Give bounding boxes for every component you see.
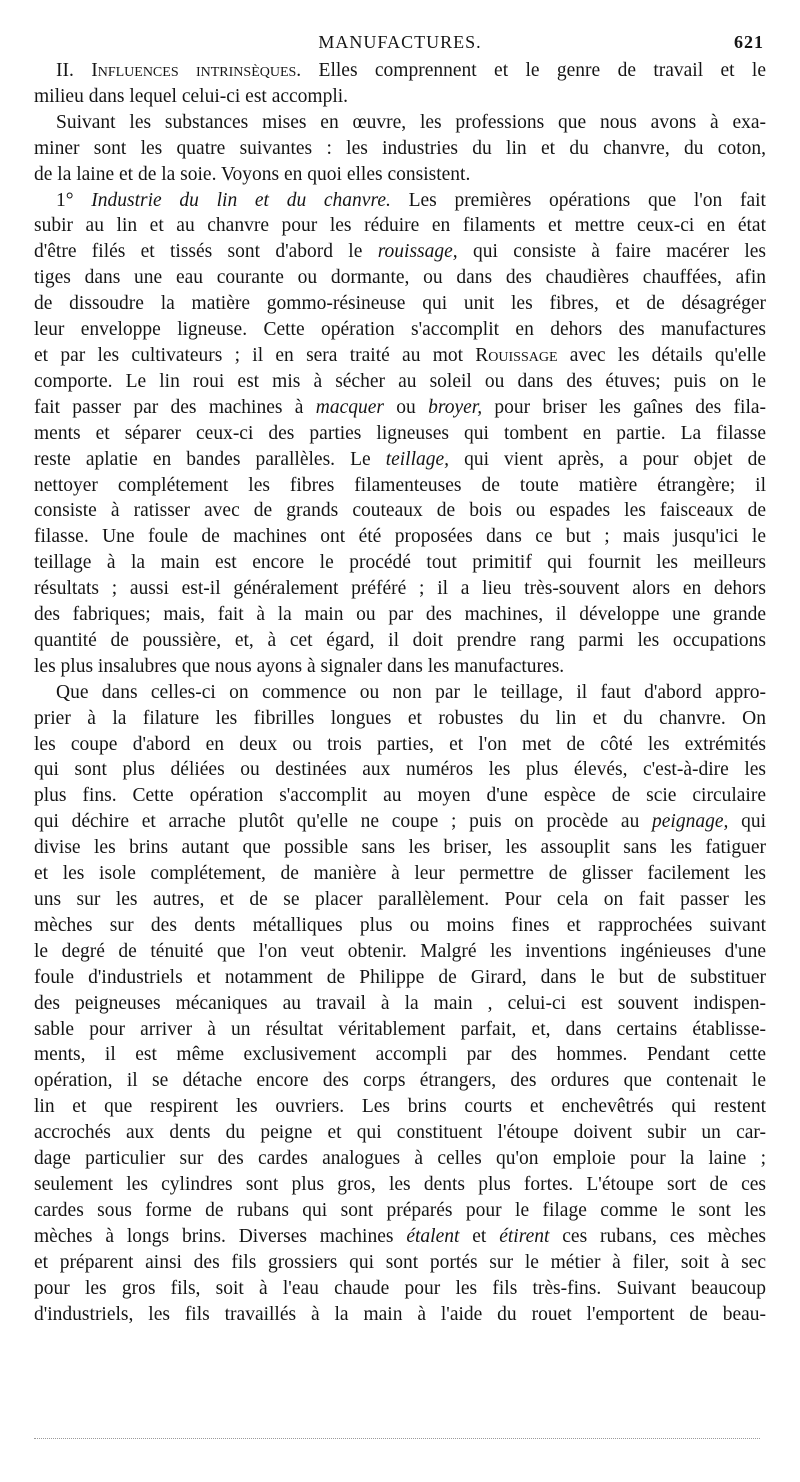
text-line: miner sont les quatre suivantes : les industries du lin et du chanvre, du coton, (34, 137, 766, 159)
text-line (34, 809, 766, 835)
text-line: mèches sur des dents métalliques plus ou moins fines et rapprochées suivant (34, 914, 766, 936)
italic-term: teillage, (385, 448, 450, 470)
text-line: pour les gros fils, soit à l'eau chaude pour les fils très-fins. Suivant beaucoup (34, 1277, 766, 1299)
text-line: de la laine et de la soie. Voyons en quoi elles consistent. (34, 163, 471, 185)
text-line: ments et séparer ceux-ci des parties ligneuses qui tombent en partie. La filasse (34, 422, 766, 444)
text-line (34, 58, 766, 84)
text-line: dage particulier sur des cardes analogues à celles qu'on emploie pour la laine ; (34, 1148, 766, 1170)
text-run: pour briser les gaînes des fila- (482, 396, 767, 418)
text-line: qui sont plus déliées ou destinées aux numéros les plus élevés, c'est-à-dire les (34, 759, 766, 781)
text-line: seulement les cylindres sont plus gros, les dents plus fortes. L'étoupe sort de ces (34, 1173, 766, 1195)
text-line: des fabriques; mais, fait à la main ou par des machines, il développe une grande (34, 604, 766, 626)
italic-term: étirent (499, 1225, 550, 1247)
running-title: MANUFACTURES. (318, 32, 482, 52)
text-line: le degré de ténuité que l'on veut obtenir. Malgré les inventions ingénieuses d'une (34, 940, 766, 962)
text-line: d'industriels, les fils travaillés à la main à l'aide du rouet l'emportent de beau- (34, 1303, 766, 1325)
text-line: plus fins. Cette opération s'accomplit au moyen d'une espèce de scie circulaire (34, 785, 766, 807)
text-run: ou (383, 396, 429, 418)
italic-term: peignage, (652, 811, 729, 833)
italic-term: macquer (315, 396, 384, 418)
italic-term: étalent (406, 1225, 460, 1247)
text-run: 1° (56, 189, 92, 211)
italic-term: rouissage, (377, 241, 458, 263)
text-line: uns sur les autres, et de se placer parallèlement. Pour cela on fait passer les (34, 889, 766, 910)
text-line: leur enveloppe ligneuse. Cette opération s'accomplit en dehors des manufactures (34, 319, 766, 341)
text-line: opération, il se détache encore des corps étrangers, des ordures que contenait le (34, 1070, 766, 1092)
text-line (34, 1224, 766, 1250)
text-run: avec les détails qu'elle (557, 344, 767, 366)
text-run: qui (728, 811, 766, 833)
running-head (34, 30, 766, 52)
text-line: de dissoudre la matière gommo-résineuse qui unit les fibres, et de désagréger (34, 293, 766, 315)
footer-dotted-rule (34, 1438, 760, 1439)
text-line: cardes sous forme de rubans qui sont préparés pour le filage comme le sont les (34, 1199, 766, 1221)
text-run: Les premières opérations que l'on fait (390, 189, 766, 211)
small-caps-term: II. Influences intrinsèques. (56, 60, 302, 81)
text-line: les plus insalubres que nous ayons à signaler dans les manufactures. (34, 655, 565, 677)
text-run: et (459, 1225, 500, 1247)
text-line: consiste à ratisser avec de grands couteaux de bois ou espades les faisceaux de (34, 500, 766, 522)
text-line: filasse. Une foule de machines ont été proposées dans ce but ; mais jusqu'ici le (34, 526, 766, 548)
text-line: tiges dans une eau courante ou dormante, ou dans des chaudières chauffées, afin (34, 267, 766, 289)
text-line: comporte. Le lin roui est mis à sécher au soleil ou dans des étuves; puis on le (34, 370, 766, 392)
text-run: qui déchire et arrache plutôt qu'elle ne coupe ; puis on procède au (34, 811, 653, 833)
text-line: Que dans celles-ci on commence ou non par le teillage, il faut d'abord appro- (56, 681, 766, 703)
text-run: reste aplatie en bandes parallèles. Le (34, 448, 386, 470)
text-line: lin et que respirent les ouvriers. Les brins courts et enchevêtrés qui restent (34, 1096, 766, 1118)
text-run: fait passer par des machines à (34, 396, 316, 418)
body-text (34, 58, 766, 1327)
text-run: et par les cultivateurs ; il en sera traité au mot (34, 344, 476, 366)
text-run: ces rubans, ces mèches (549, 1225, 766, 1247)
text-run: qui consiste à faire macérer les (457, 241, 766, 263)
text-run: mèches à longs brins. Diverses machines (34, 1225, 407, 1247)
text-line (34, 188, 766, 214)
text-line (34, 343, 766, 369)
text-line: Suivant les substances mises en œuvre, les professions que nous avons à exa- (56, 111, 766, 133)
text-line: teillage à la main est encore le procédé tout primitif qui fournit les meilleurs (34, 552, 766, 574)
text-run: Elles comprennent et le genre de travail et le (301, 60, 767, 81)
italic-term: Industrie du lin et du chanvre. (91, 189, 391, 211)
text-line: accrochés aux dents du peigne et qui constituent l'étoupe doivent subir un car- (34, 1122, 766, 1144)
text-line (34, 239, 766, 265)
text-line (34, 447, 766, 473)
text-line: milieu dans lequel celui-ci est accompli. (34, 85, 349, 107)
text-line: les coupe d'abord en deux ou trois parties, et l'on met de côté les extrémités (34, 733, 766, 755)
text-line: quantité de poussière, et, à cet égard, il doit prendre rang parmi les occupations (34, 629, 766, 651)
text-run: d'être filés et tissés sont d'abord le (34, 241, 378, 263)
small-caps-term: Rouissage (475, 344, 558, 366)
text-line: résultats ; aussi est-il généralement préféré ; il a lieu très-souvent alors en dehors (34, 578, 766, 600)
text-line: subir au lin et au chanvre pour les réduire en filaments et mettre ceux-ci en état (34, 215, 766, 237)
text-line: ments, il est même exclusivement accompli par des hommes. Pendant cette (34, 1044, 766, 1066)
text-line (34, 395, 766, 421)
text-line: foule d'industriels et notamment de Philippe de Girard, dans le but de substituer (34, 966, 766, 988)
text-line: prier à la filature les fibrilles longues et robustes du lin et du chanvre. On (34, 707, 766, 729)
text-line: divise les brins autant que possible sans les briser, les assouplit sans les fatiguer (34, 837, 766, 859)
page-number: 621 (734, 32, 764, 52)
text-run: qui vient après, a pour objet de (449, 448, 766, 470)
text-line: nettoyer complétement les fibres filamenteuses de toute matière étrangère; il (34, 474, 766, 496)
italic-term: broyer, (428, 396, 483, 418)
text-line: et les isole complétement, de manière à leur permettre de glisser facilement les (34, 863, 766, 885)
text-line: sable pour arriver à un résultat véritablement parfait, et, dans certains établisse- (34, 1018, 766, 1040)
text-line: et préparent ainsi des fils grossiers qui sont portés sur le métier à filer, soit à sec (34, 1251, 766, 1273)
text-line: des peigneuses mécaniques au travail à la main , celui-ci est souvent indispen- (34, 992, 766, 1014)
